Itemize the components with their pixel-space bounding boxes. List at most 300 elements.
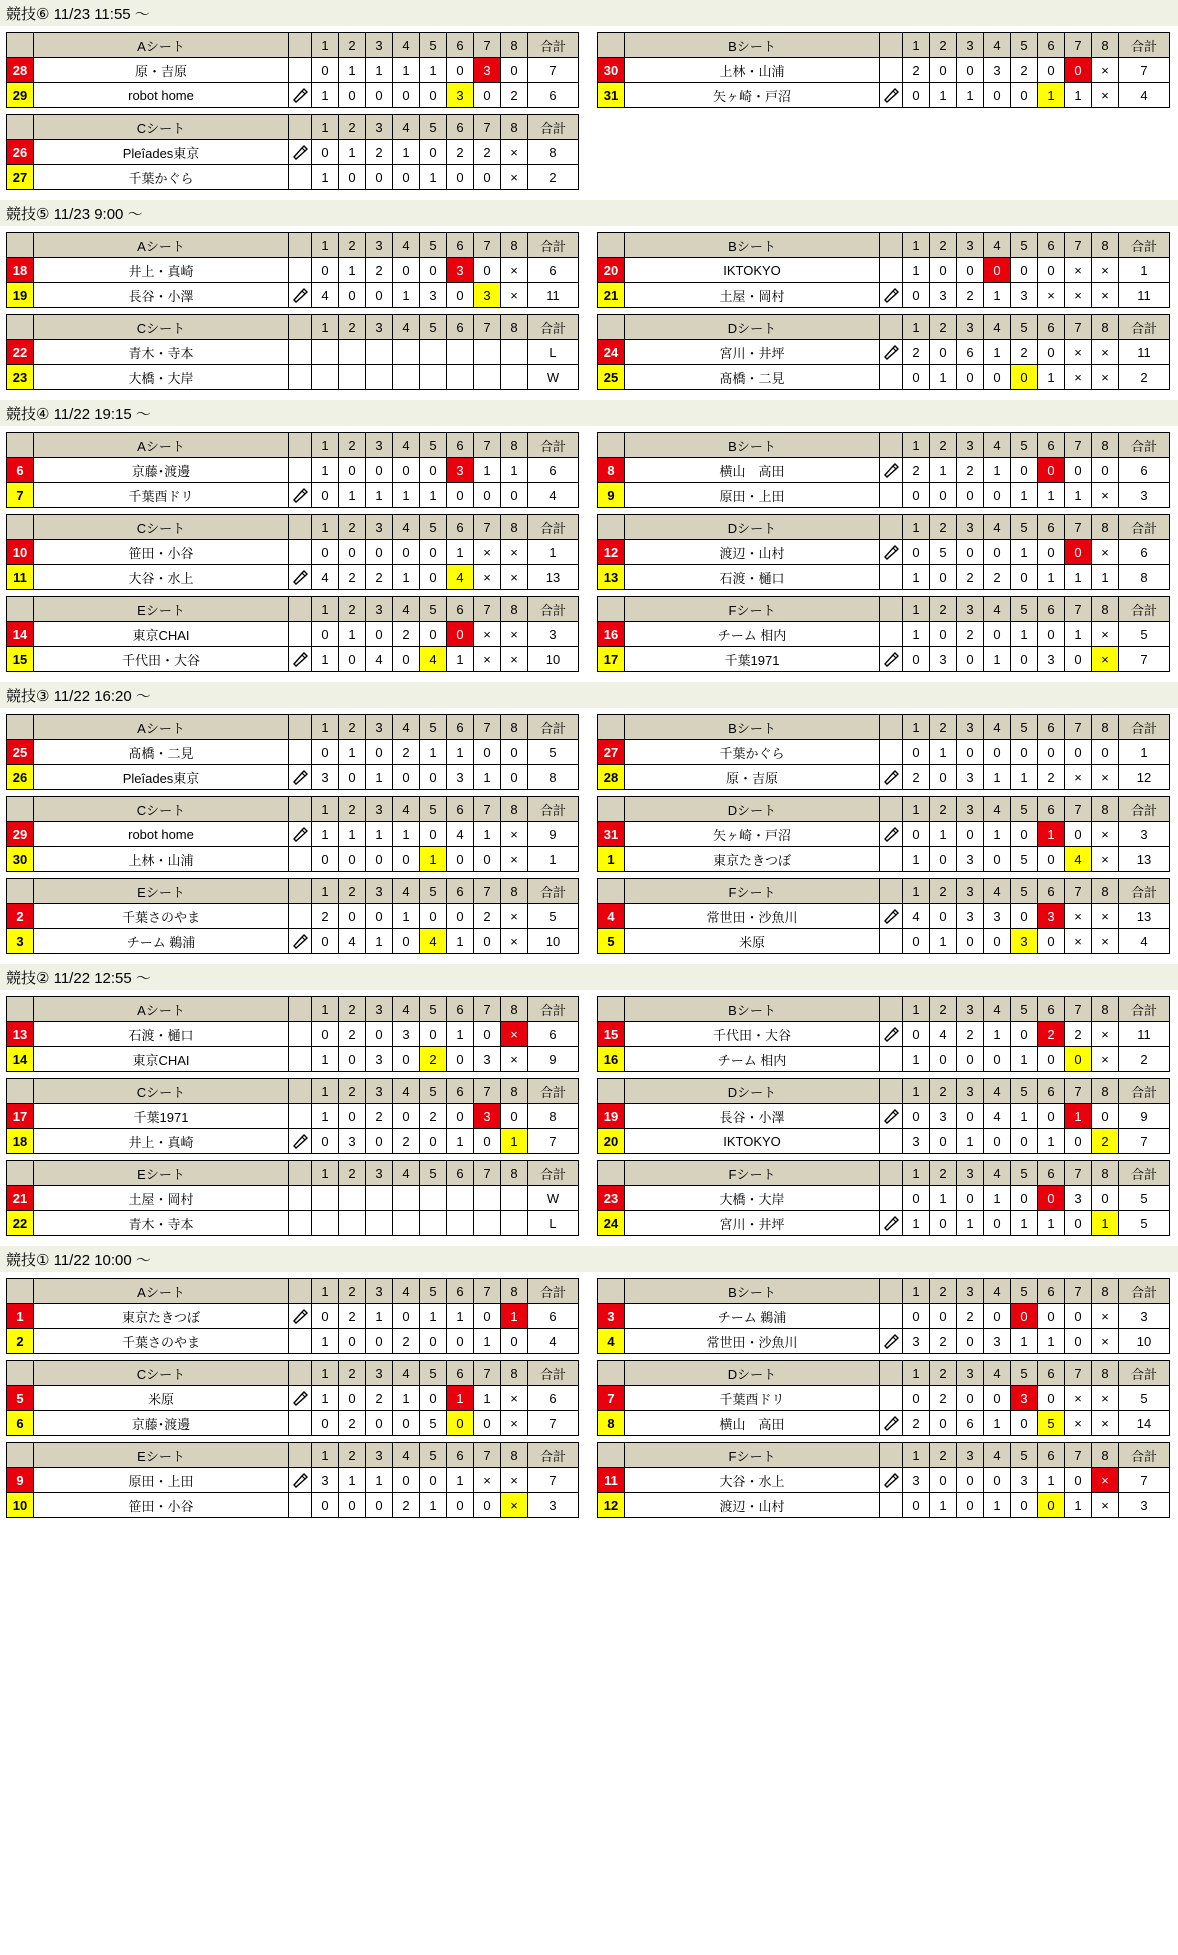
end-score: 1 <box>984 1022 1011 1047</box>
end-score: × <box>1092 1493 1119 1518</box>
end-score: 0 <box>930 58 957 83</box>
table-row <box>7 622 579 647</box>
header-number <box>7 1161 34 1186</box>
end-score: 2 <box>1065 1022 1092 1047</box>
end-score: 1 <box>366 483 393 508</box>
team-name: 千葉さのやま <box>34 1329 289 1354</box>
team-name: Pleîades東京 <box>34 140 289 165</box>
team-name: 石渡・樋口 <box>625 565 880 590</box>
hammer-cell <box>289 1211 312 1236</box>
round-block <box>0 964 1178 1246</box>
end-score: 0 <box>1038 458 1065 483</box>
end-score: × <box>1065 340 1092 365</box>
game-row <box>0 990 1178 1072</box>
end-score: 1 <box>957 83 984 108</box>
header-end-1: 1 <box>903 597 930 622</box>
table-header-row <box>598 515 1170 540</box>
header-number <box>7 797 34 822</box>
header-hammer <box>880 315 903 340</box>
game-row <box>0 1436 1178 1518</box>
header-end-7: 7 <box>1065 33 1092 58</box>
end-score: 0 <box>930 565 957 590</box>
table-row <box>598 58 1170 83</box>
hammer-icon <box>880 87 902 103</box>
header-hammer <box>880 1443 903 1468</box>
header-end-4: 4 <box>984 515 1011 540</box>
end-score: 0 <box>1038 847 1065 872</box>
end-score: 1 <box>1011 1104 1038 1129</box>
total-score: 13 <box>1119 904 1170 929</box>
table-row <box>7 1211 579 1236</box>
header-end-6: 6 <box>447 315 474 340</box>
team-name: robot home <box>34 822 289 847</box>
game-table <box>6 1360 579 1436</box>
end-score: 0 <box>903 283 930 308</box>
end-score: 1 <box>1011 1211 1038 1236</box>
end-score: × <box>1092 365 1119 390</box>
end-score: 1 <box>366 1468 393 1493</box>
game-table <box>597 596 1170 672</box>
end-score: 2 <box>957 1304 984 1329</box>
header-end-3: 3 <box>366 1279 393 1304</box>
table-row <box>7 165 579 190</box>
end-score: 0 <box>903 1386 930 1411</box>
end-score: × <box>501 540 528 565</box>
game-row <box>0 426 1178 508</box>
game-cell-left <box>0 1078 589 1154</box>
end-score: 3 <box>312 765 339 790</box>
hammer-cell <box>289 740 312 765</box>
game-cell-right <box>589 1442 1178 1518</box>
end-score: 3 <box>1011 929 1038 954</box>
header-end-3: 3 <box>366 515 393 540</box>
round-block <box>0 0 1178 200</box>
table-row <box>598 458 1170 483</box>
header-hammer <box>880 997 903 1022</box>
end-score: 0 <box>312 1304 339 1329</box>
end-score: × <box>501 1468 528 1493</box>
round-title: 競技② 11/22 12:55 ～ <box>0 964 1178 990</box>
team-name: 千葉かぐら <box>625 740 880 765</box>
hammer-cell <box>880 340 903 365</box>
header-sheet-name: Bシート <box>625 233 880 258</box>
header-end-6: 6 <box>447 1079 474 1104</box>
total-score: 9 <box>1119 1104 1170 1129</box>
header-sheet-name: Aシート <box>34 33 289 58</box>
header-end-6: 6 <box>1038 1443 1065 1468</box>
end-score: 4 <box>420 929 447 954</box>
game-row <box>0 1072 1178 1154</box>
header-total: 合計 <box>1119 33 1170 58</box>
table-row <box>7 647 579 672</box>
end-score: × <box>474 647 501 672</box>
header-end-8: 8 <box>501 1161 528 1186</box>
hammer-cell <box>289 365 312 390</box>
end-score: 3 <box>447 258 474 283</box>
table-row <box>598 540 1170 565</box>
team-number: 27 <box>7 165 34 190</box>
hammer-cell <box>289 822 312 847</box>
end-score: 1 <box>339 1468 366 1493</box>
game-cell-right <box>589 596 1178 672</box>
header-end-3: 3 <box>366 33 393 58</box>
team-number: 31 <box>598 83 625 108</box>
end-score: 1 <box>393 140 420 165</box>
header-end-2: 2 <box>930 515 957 540</box>
end-score: × <box>1065 1411 1092 1436</box>
hammer-cell <box>880 622 903 647</box>
end-score: 0 <box>312 1493 339 1518</box>
end-score: 1 <box>393 1386 420 1411</box>
end-score: 1 <box>1092 565 1119 590</box>
hammer-icon <box>289 1472 311 1488</box>
header-total: 合計 <box>528 997 579 1022</box>
team-number: 3 <box>7 929 34 954</box>
team-name: 長谷・小澤 <box>34 283 289 308</box>
header-end-1: 1 <box>312 315 339 340</box>
header-end-5: 5 <box>1011 715 1038 740</box>
end-score: 0 <box>1011 365 1038 390</box>
end-score: 0 <box>447 58 474 83</box>
table-header-row <box>7 115 579 140</box>
end-score: × <box>501 283 528 308</box>
hammer-cell <box>289 1022 312 1047</box>
header-total: 合計 <box>1119 433 1170 458</box>
header-end-7: 7 <box>474 1361 501 1386</box>
end-score: 0 <box>474 258 501 283</box>
total-score: 5 <box>1119 1386 1170 1411</box>
end-score: 0 <box>930 1129 957 1154</box>
hammer-cell <box>880 647 903 672</box>
header-hammer <box>289 33 312 58</box>
end-score: 0 <box>312 540 339 565</box>
header-end-7: 7 <box>474 115 501 140</box>
end-score: × <box>1092 847 1119 872</box>
team-number: 15 <box>7 647 34 672</box>
end-score: 0 <box>312 929 339 954</box>
header-total: 合計 <box>1119 233 1170 258</box>
header-end-7: 7 <box>474 797 501 822</box>
end-score: 3 <box>447 458 474 483</box>
game-table <box>597 1078 1170 1154</box>
table-header-row <box>7 515 579 540</box>
end-score: 2 <box>474 140 501 165</box>
round-block <box>0 200 1178 400</box>
game-cell-right <box>589 314 1178 390</box>
end-score: 1 <box>339 58 366 83</box>
table-header-row <box>7 879 579 904</box>
team-name: 大谷・水上 <box>625 1468 880 1493</box>
end-score: 3 <box>1038 904 1065 929</box>
end-score: 1 <box>339 740 366 765</box>
header-hammer <box>289 797 312 822</box>
hammer-icon <box>880 1215 902 1231</box>
end-score: 1 <box>339 483 366 508</box>
header-end-3: 3 <box>366 315 393 340</box>
end-score: 2 <box>366 1386 393 1411</box>
header-end-4: 4 <box>393 997 420 1022</box>
header-end-2: 2 <box>930 879 957 904</box>
table-row <box>598 565 1170 590</box>
end-score: 0 <box>393 1104 420 1129</box>
table-row <box>598 622 1170 647</box>
team-name: 千葉酉ドリ <box>625 1386 880 1411</box>
header-end-1: 1 <box>312 115 339 140</box>
header-end-3: 3 <box>957 33 984 58</box>
header-end-8: 8 <box>1092 433 1119 458</box>
header-number <box>598 1161 625 1186</box>
hammer-cell <box>880 1493 903 1518</box>
end-score: 4 <box>366 647 393 672</box>
end-score: 0 <box>1011 83 1038 108</box>
end-score: × <box>501 1022 528 1047</box>
total-score: 11 <box>1119 340 1170 365</box>
table-header-row <box>7 315 579 340</box>
hammer-cell <box>289 1304 312 1329</box>
header-end-7: 7 <box>1065 797 1092 822</box>
header-number <box>598 1361 625 1386</box>
header-sheet-name: Bシート <box>625 1279 880 1304</box>
header-sheet-name: Cシート <box>34 1079 289 1104</box>
header-end-4: 4 <box>393 515 420 540</box>
team-name: 千葉さのやま <box>34 904 289 929</box>
total-score: 1 <box>528 540 579 565</box>
team-number: 2 <box>7 904 34 929</box>
end-score: 0 <box>1011 822 1038 847</box>
header-end-8: 8 <box>1092 515 1119 540</box>
hammer-cell <box>880 283 903 308</box>
table-row <box>7 140 579 165</box>
end-score: 1 <box>930 1493 957 1518</box>
table-header-row <box>7 1279 579 1304</box>
end-score: 1 <box>420 58 447 83</box>
header-sheet-name: Fシート <box>625 879 880 904</box>
game-table <box>597 32 1170 108</box>
header-end-2: 2 <box>339 597 366 622</box>
game-cell-right <box>589 1160 1178 1236</box>
end-score: 1 <box>447 540 474 565</box>
end-score <box>420 1211 447 1236</box>
header-hammer <box>880 1361 903 1386</box>
end-score: 1 <box>930 458 957 483</box>
hammer-icon <box>880 287 902 303</box>
end-score: × <box>1065 1386 1092 1411</box>
team-name: IKTOKYO <box>625 1129 880 1154</box>
end-score: 1 <box>447 929 474 954</box>
total-score: 13 <box>528 565 579 590</box>
table-header-row <box>7 233 579 258</box>
game-cell-left <box>0 314 589 390</box>
end-score: 0 <box>1065 1129 1092 1154</box>
game-table <box>6 32 579 108</box>
team-name: 横山 高田 <box>625 1411 880 1436</box>
hammer-icon <box>880 908 902 924</box>
header-end-7: 7 <box>1065 597 1092 622</box>
hammer-cell <box>289 140 312 165</box>
header-end-1: 1 <box>312 33 339 58</box>
header-end-4: 4 <box>393 1161 420 1186</box>
table-header-row <box>598 797 1170 822</box>
header-sheet-name: Eシート <box>34 1443 289 1468</box>
header-end-1: 1 <box>903 715 930 740</box>
team-name: 米原 <box>34 1386 289 1411</box>
team-name: 大橋・大岸 <box>625 1186 880 1211</box>
end-score: 0 <box>366 540 393 565</box>
header-end-3: 3 <box>957 1361 984 1386</box>
header-total: 合計 <box>528 1279 579 1304</box>
end-score: 1 <box>474 1329 501 1354</box>
team-number: 26 <box>7 140 34 165</box>
end-score: 1 <box>393 483 420 508</box>
header-total: 合計 <box>528 33 579 58</box>
team-name: 井上・真崎 <box>34 1129 289 1154</box>
end-score <box>501 365 528 390</box>
end-score: 0 <box>474 483 501 508</box>
header-end-4: 4 <box>393 1443 420 1468</box>
table-header-row <box>7 1079 579 1104</box>
end-score: 1 <box>984 283 1011 308</box>
team-number: 24 <box>598 340 625 365</box>
end-score: × <box>1065 365 1092 390</box>
end-score: 0 <box>393 765 420 790</box>
header-end-7: 7 <box>1065 315 1092 340</box>
end-score: 2 <box>339 1304 366 1329</box>
end-score: × <box>1065 283 1092 308</box>
total-score: 5 <box>1119 1186 1170 1211</box>
end-score: 3 <box>984 58 1011 83</box>
end-score: 0 <box>957 1386 984 1411</box>
end-score <box>447 340 474 365</box>
header-sheet-name: Fシート <box>625 1161 880 1186</box>
header-end-1: 1 <box>312 715 339 740</box>
end-score: 0 <box>420 1329 447 1354</box>
header-number <box>598 1443 625 1468</box>
end-score <box>474 365 501 390</box>
header-end-8: 8 <box>1092 33 1119 58</box>
end-score: 0 <box>903 483 930 508</box>
team-number: 21 <box>7 1186 34 1211</box>
end-score: 0 <box>957 1104 984 1129</box>
end-score: 0 <box>366 1022 393 1047</box>
total-score: 6 <box>528 458 579 483</box>
total-score: 11 <box>1119 1022 1170 1047</box>
end-score: 0 <box>1065 647 1092 672</box>
header-end-8: 8 <box>501 515 528 540</box>
end-score: 0 <box>339 165 366 190</box>
end-score: 0 <box>339 83 366 108</box>
header-end-1: 1 <box>903 515 930 540</box>
end-score: 0 <box>339 904 366 929</box>
header-hammer <box>880 1161 903 1186</box>
end-score: 0 <box>903 1104 930 1129</box>
game-cell-left <box>0 878 589 954</box>
table-row <box>598 365 1170 390</box>
end-score: 1 <box>474 822 501 847</box>
end-score: 1 <box>339 822 366 847</box>
header-hammer <box>289 115 312 140</box>
header-end-6: 6 <box>447 1161 474 1186</box>
table-row <box>598 1493 1170 1518</box>
header-hammer <box>289 879 312 904</box>
total-score: 1 <box>1119 258 1170 283</box>
end-score: 2 <box>957 283 984 308</box>
end-score: 2 <box>339 1022 366 1047</box>
game-table <box>6 232 579 308</box>
end-score: 1 <box>339 258 366 283</box>
end-score: 1 <box>393 283 420 308</box>
header-end-4: 4 <box>984 33 1011 58</box>
end-score <box>393 1186 420 1211</box>
team-number: 11 <box>7 565 34 590</box>
end-score: 0 <box>984 365 1011 390</box>
header-end-1: 1 <box>312 597 339 622</box>
game-cell-left <box>0 114 589 190</box>
header-end-3: 3 <box>366 1079 393 1104</box>
header-number <box>7 315 34 340</box>
end-score: 2 <box>501 83 528 108</box>
end-score: 0 <box>1011 565 1038 590</box>
game-cell-right <box>589 1078 1178 1154</box>
hammer-cell <box>289 565 312 590</box>
header-end-5: 5 <box>1011 997 1038 1022</box>
end-score: × <box>1065 929 1092 954</box>
end-score: 0 <box>1092 1186 1119 1211</box>
hammer-icon <box>880 1472 902 1488</box>
table-row <box>598 740 1170 765</box>
header-end-4: 4 <box>393 233 420 258</box>
header-end-1: 1 <box>903 233 930 258</box>
end-score: 2 <box>930 1386 957 1411</box>
end-score <box>312 1186 339 1211</box>
team-name: 笹田・小谷 <box>34 1493 289 1518</box>
hammer-cell <box>880 822 903 847</box>
header-end-7: 7 <box>474 1161 501 1186</box>
table-row <box>598 340 1170 365</box>
team-name: 渡辺・山村 <box>625 540 880 565</box>
header-end-1: 1 <box>903 1161 930 1186</box>
end-score: 4 <box>903 904 930 929</box>
header-sheet-name: Aシート <box>34 715 289 740</box>
hammer-icon <box>289 569 311 585</box>
header-end-4: 4 <box>984 1443 1011 1468</box>
end-score: 1 <box>1065 565 1092 590</box>
hammer-icon <box>880 651 902 667</box>
header-hammer <box>289 433 312 458</box>
table-header-row <box>598 1361 1170 1386</box>
header-end-6: 6 <box>1038 997 1065 1022</box>
hammer-cell <box>880 1186 903 1211</box>
end-score: 1 <box>1065 483 1092 508</box>
end-score: 0 <box>474 83 501 108</box>
header-hammer <box>880 879 903 904</box>
team-number: 6 <box>7 1411 34 1436</box>
hammer-cell <box>880 740 903 765</box>
hammer-icon <box>289 826 311 842</box>
header-end-1: 1 <box>312 797 339 822</box>
end-score: 0 <box>1065 540 1092 565</box>
end-score: 4 <box>1065 847 1092 872</box>
end-score: 0 <box>420 822 447 847</box>
hammer-cell <box>289 165 312 190</box>
end-score: 0 <box>393 1411 420 1436</box>
header-end-6: 6 <box>447 515 474 540</box>
team-number: 19 <box>598 1104 625 1129</box>
end-score: × <box>1092 1022 1119 1047</box>
hammer-cell <box>880 765 903 790</box>
end-score: 0 <box>447 904 474 929</box>
end-score: × <box>1092 929 1119 954</box>
header-end-7: 7 <box>1065 715 1092 740</box>
